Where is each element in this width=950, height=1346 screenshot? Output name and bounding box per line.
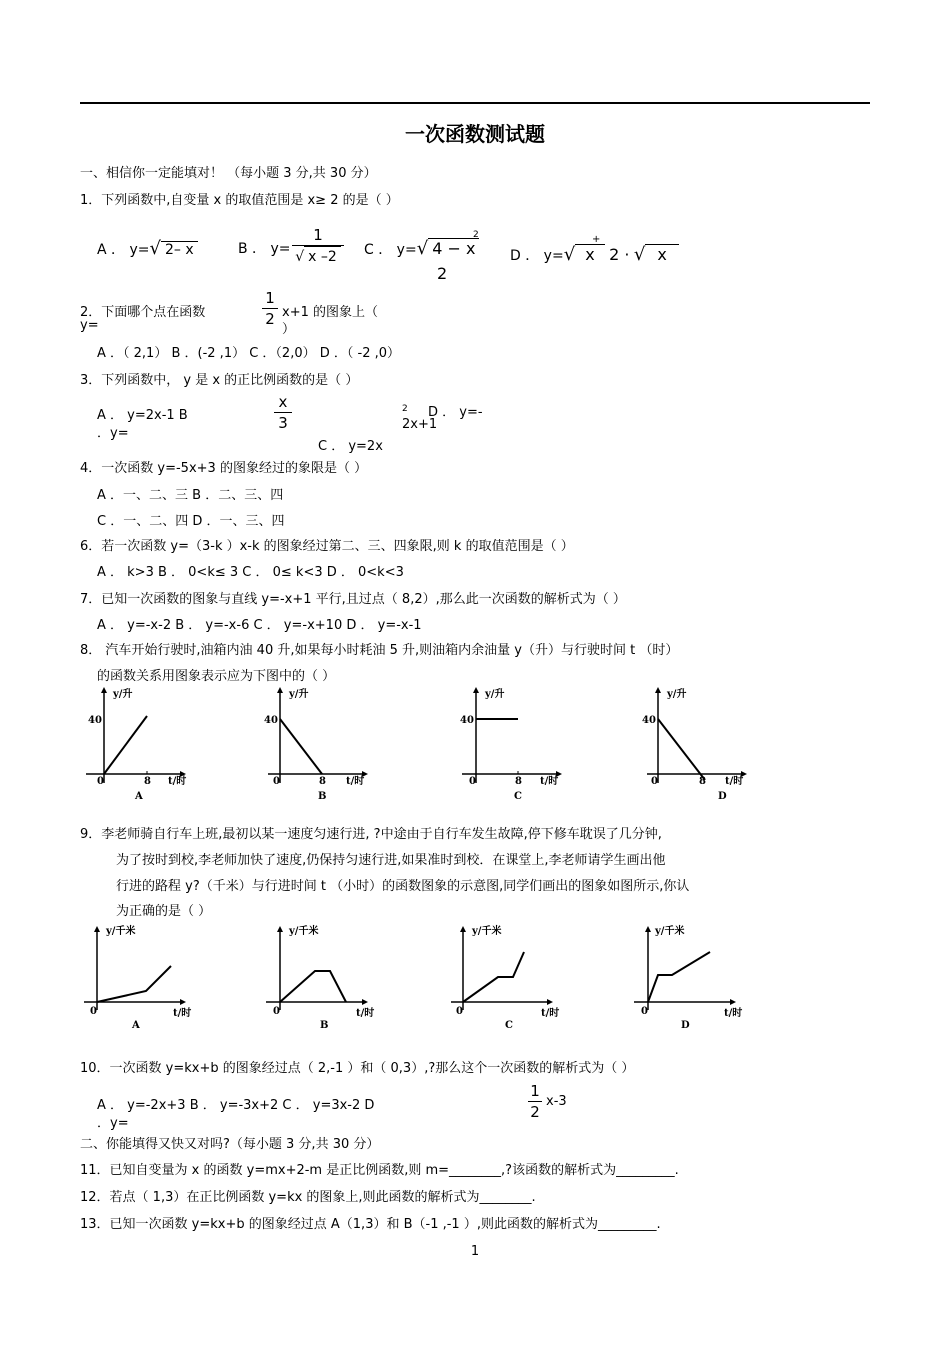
arrow-icon (473, 687, 479, 693)
q1-c-sup: 2 (473, 230, 479, 240)
q10-after: x-3 (546, 1094, 567, 1109)
origin-label: 0 (469, 776, 476, 787)
x-value-label: 8 (699, 776, 706, 787)
q4-row2: C ．一、二、四 D ．一、三、四 (97, 514, 285, 529)
q10-d-y: ．y= (97, 1116, 129, 1131)
q1-d-rad1: x (575, 244, 604, 264)
q3-b-y: ．y= (97, 426, 129, 441)
q1-b-prefix: B ． y= (238, 241, 291, 257)
q8-graph-a (80, 683, 190, 803)
q1-c-radicand: 4 − x (428, 238, 479, 258)
x-value-label: 8 (515, 776, 522, 787)
graph-line (463, 952, 524, 1002)
q3-b-den: 3 (278, 414, 288, 432)
graph-label: A (135, 791, 143, 802)
origin-label: 0 (651, 776, 658, 787)
graph-label: D (718, 791, 727, 802)
y-value-label: 40 (88, 715, 102, 726)
q3-stem: 3．下列函数中， y 是 x 的正比例函数的是（ ） (80, 373, 359, 388)
q1-option-a (97, 238, 198, 259)
arrow-icon (94, 926, 100, 932)
graph-line (97, 966, 171, 1002)
q11: 11．已知自变量为 x 的函数 y=mx+2-m 是正比例函数,则 m=________,?该函数的解析式为_________. (80, 1163, 679, 1178)
graph-line (648, 952, 710, 1002)
x-axis-label: t/时 (173, 1008, 192, 1019)
q4-stem: 4．一次函数 y=-5x+3 的图象经过的象限是（ ） (80, 461, 368, 476)
page-number: 1 (470, 1244, 480, 1259)
y-axis-label: y/升 (113, 689, 133, 700)
q1-d-rad2: x (645, 244, 678, 264)
arrow-icon (460, 926, 466, 932)
arrow-icon (645, 926, 651, 932)
x-value-label: 8 (319, 776, 326, 787)
q9-graph-d (630, 918, 745, 1033)
arrow-icon (101, 687, 107, 693)
q1-d-plus: + (592, 234, 601, 245)
arrow-icon (180, 999, 186, 1005)
q2-fraction (262, 288, 278, 329)
y-axis-label: y/千米 (472, 926, 502, 937)
graph-label: D (681, 1020, 690, 1031)
q13: 13．已知一次函数 y=kx+b 的图象经过点 A（1,3）和 B（-1 ,-1 ）,则此函数的解析式为_________. (80, 1217, 661, 1232)
y-axis-label: y/千米 (655, 926, 685, 937)
q9-line4: 为正确的是（ ） (116, 904, 212, 919)
x-axis-label: t/时 (168, 776, 187, 787)
x-axis-label: t/时 (540, 776, 559, 787)
q1-b-den-radicand: x –2 (304, 246, 341, 267)
arrow-icon (362, 999, 368, 1005)
q2-after: x+1 的图象上（ (282, 305, 378, 320)
q3-option-d: D ． y=- (428, 405, 483, 420)
graph-label: B (318, 791, 327, 802)
section2-heading: 二、你能填得又快又对吗?（每小题 3 分,共 30 分） (80, 1137, 380, 1152)
q3-option-c: C ． y=2x (318, 439, 383, 454)
origin-label: 0 (456, 1006, 463, 1017)
y-axis-label: y/千米 (289, 926, 319, 937)
q1-b-den: √ x –2 (292, 246, 344, 267)
q9-line1: 9．李老师骑自行车上班,最初以某一速度匀速行进, ?中途由于自行车发生故障,停下修车耽误了几分钟, (80, 827, 662, 842)
q2-y-eq: y= (80, 318, 99, 333)
arrow-icon (277, 926, 283, 932)
q9-graph-c (447, 918, 562, 1033)
q8-graph-c (456, 683, 566, 803)
q1-b-num: 1 (313, 226, 323, 244)
q8-stem: 8． 汽车开始行驶时,油箱内油 40 升,如果每小时耗油 5 升,则油箱内余油量 y（升）与行驶时间 t （时） (80, 643, 679, 658)
graph-label: B (320, 1020, 329, 1031)
q1-c-sub: 2 (437, 264, 448, 283)
q2-den: 2 (265, 310, 275, 328)
sqrt-icon: √ (416, 238, 429, 259)
origin-label: 0 (273, 776, 280, 787)
q9-graph-b (262, 918, 377, 1033)
q10-num: 1 (530, 1082, 540, 1100)
q2-options: A ．（ 2,1） B ．(-2 ,1） C ．（2,0） D ．（ -2 ,0） (97, 346, 401, 361)
x-value-label: 8 (144, 776, 151, 787)
section1-heading: 一、相信你一定能填对！ （每小题 3 分,共 30 分） (80, 166, 377, 181)
arrow-icon (547, 999, 553, 1005)
q9-line2: 为了按时到校,李老师加快了速度,仍保持匀速行进,如果准时到校．在课堂上,李老师请学生画出他 (116, 853, 666, 868)
graph-line (658, 719, 705, 780)
y-axis-label: y/升 (667, 689, 687, 700)
y-axis-label: y/升 (289, 689, 309, 700)
q1-a-prefix: A ． y= (97, 242, 150, 258)
sqrt-icon: √ (563, 244, 576, 265)
origin-label: 0 (273, 1006, 280, 1017)
q8-stem2: 的函数关系用图象表示应为下图中的（ ） (97, 669, 336, 684)
arrow-icon (655, 687, 661, 693)
q1-option-d (510, 244, 679, 265)
arrow-icon (277, 687, 283, 693)
graph-label: A (132, 1020, 140, 1031)
q1-stem: 1．下列函数中,自变量 x 的取值范围是 x≥ 2 的是（ ） (80, 193, 399, 208)
q3-sup2: 2 (402, 404, 408, 414)
q10-stem: 10．一次函数 y=kx+b 的图象经过点（ 2,-1 ）和（ 0,3）,?那么这个一次函数的解析式为（ ） (80, 1061, 635, 1076)
q1-a-radicand: 2– x (161, 241, 198, 258)
x-axis-label: t/时 (725, 776, 744, 787)
arrow-icon (730, 999, 736, 1005)
q2-close: ） (282, 322, 296, 337)
y-value-label: 40 (642, 715, 656, 726)
y-value-label: 40 (460, 715, 474, 726)
q2-num: 1 (265, 289, 275, 307)
graph-line (280, 719, 322, 774)
x-axis-label: t/时 (346, 776, 365, 787)
origin-label: 0 (97, 776, 104, 787)
q1-option-c (364, 238, 479, 259)
graph-label: C (505, 1020, 513, 1031)
q10-options: A ． y=-2x+3 B ． y=-3x+2 C ． y=3x-2 D (97, 1098, 375, 1113)
q1-d-mid: 2 · (609, 245, 630, 264)
graph-label: C (514, 791, 522, 802)
y-value-label: 40 (264, 715, 278, 726)
q8-graph-b (262, 683, 372, 803)
q2-stem: 2．下面哪个点在函数 (80, 305, 206, 320)
q10-den: 2 (530, 1103, 540, 1121)
q3-expr: 2x+1 (402, 417, 438, 432)
graph-line (104, 716, 147, 774)
x-axis-label: t/时 (356, 1008, 375, 1019)
q12: 12．若点（ 1,3）在正比例函数 y=kx 的图象上,则此函数的解析式为________. (80, 1190, 536, 1205)
q3-b-fraction (274, 392, 292, 433)
q6-stem: 6．若一次函数 y=（3-k ）x-k 的图象经过第二、三、四象限,则 k 的取值范围是（ ） (80, 539, 574, 554)
origin-label: 0 (90, 1006, 97, 1017)
sqrt-icon: √ (149, 238, 161, 259)
q1-c-prefix: C ． y= (364, 242, 417, 258)
header-rule (80, 102, 870, 104)
x-axis-label: t/时 (541, 1008, 560, 1019)
graph-line (280, 971, 346, 1002)
q9-graph-a (80, 918, 195, 1033)
q3-b-num: x (278, 393, 288, 411)
q7-options: A ． y=-x-2 B ． y=-x-6 C ． y=-x+10 D ． y=-x-1 (97, 618, 422, 633)
q7-stem: 7．已知一次函数的图象与直线 y=-x+1 平行,且过点（ 8,2）,那么此一次函数的解析式为（ ） (80, 592, 626, 607)
sqrt-icon: √ (633, 244, 646, 265)
origin-label: 0 (641, 1006, 648, 1017)
y-axis-label: y/千米 (106, 926, 136, 937)
q1-d-prefix: D ． y= (510, 248, 564, 264)
q8-graph-d (641, 683, 751, 803)
y-axis-label: y/升 (485, 689, 505, 700)
page-title: 一次函数测试题 (405, 122, 545, 146)
q1-b-fraction (292, 225, 344, 267)
q9-line3: 行进的路程 y?（千米）与行进时间 t （小时）的函数图象的示意图,同学们画出的图象如图所示,你认 (116, 879, 690, 894)
x-axis-label: t/时 (724, 1008, 743, 1019)
q10-fraction (528, 1081, 542, 1122)
q3-option-a: A ． y=2x-1 B (97, 408, 188, 423)
q4-row1: A ．一、二、三 B ．二、三、四 (97, 488, 284, 503)
q6-options: A ． k>3 B ． 0<k≤ 3 C ． 0≤ k<3 D ． 0<k<3 (97, 565, 404, 580)
